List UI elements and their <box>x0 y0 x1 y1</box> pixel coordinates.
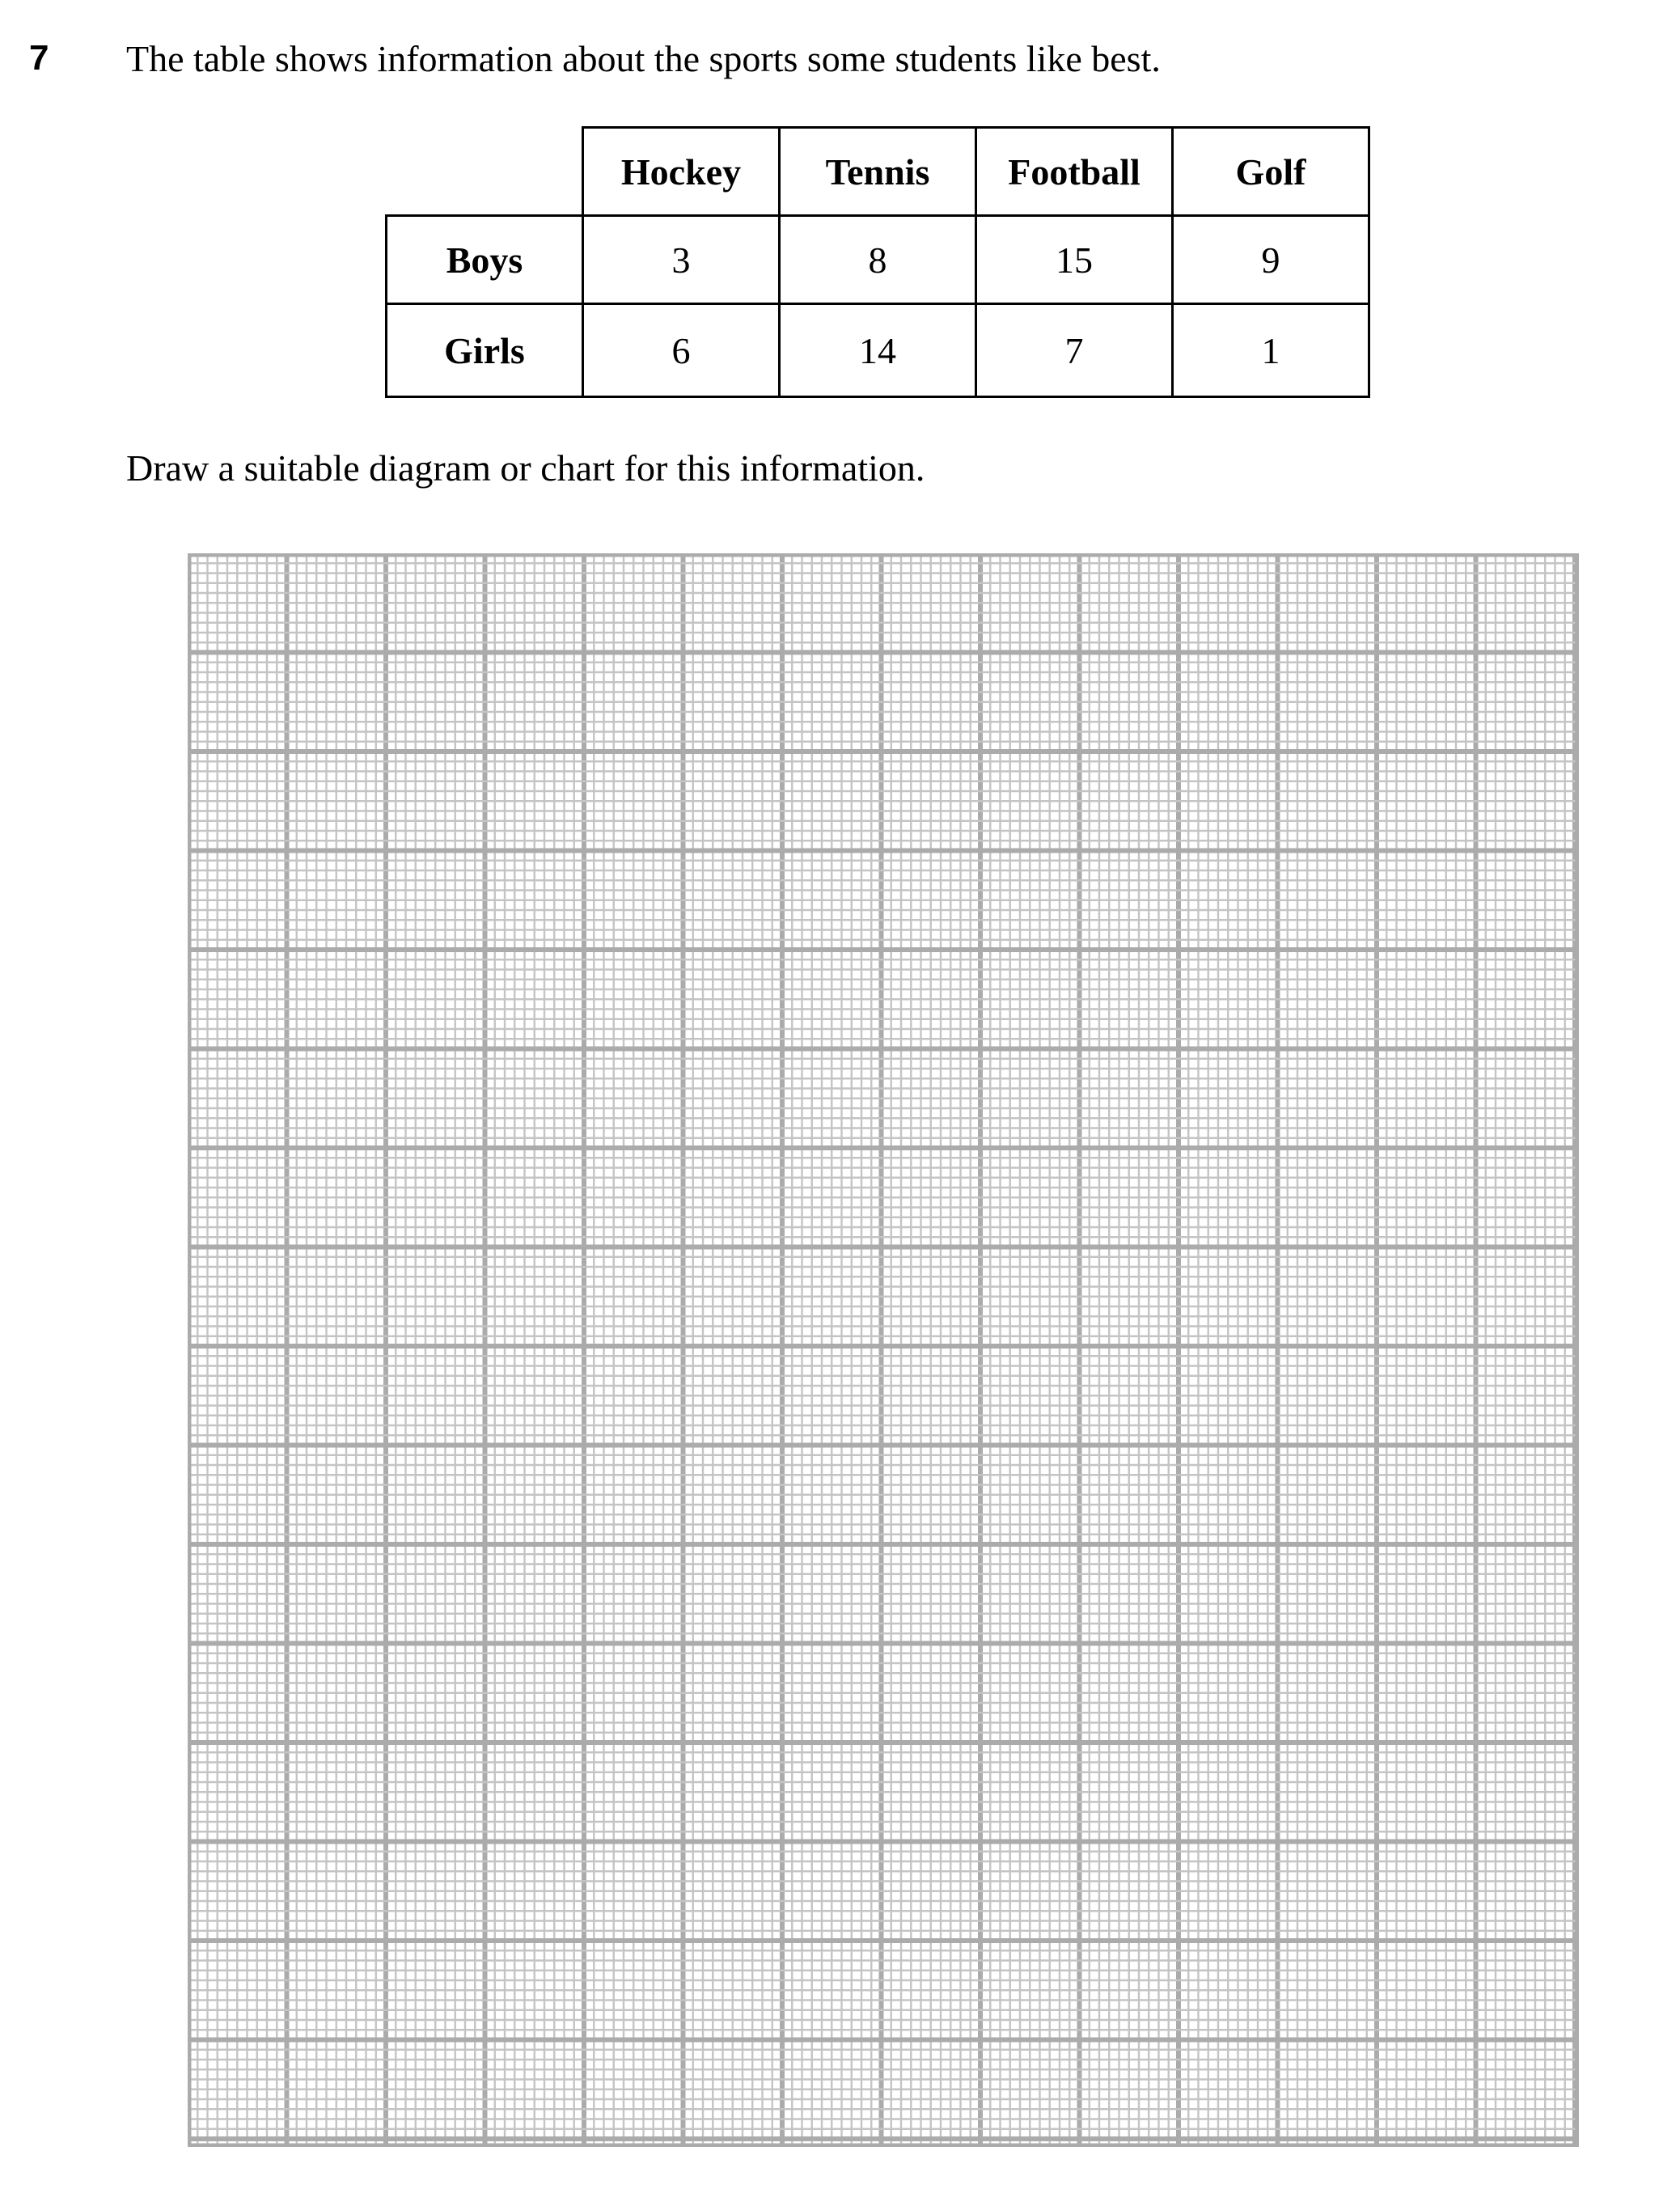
graph-paper-svg[interactable] <box>188 553 1579 2147</box>
column-header-golf: Golf <box>1173 128 1369 216</box>
table-corner <box>387 128 583 216</box>
table-row-girls <box>387 304 1369 397</box>
column-header-football: Football <box>976 128 1173 216</box>
table-row-boys <box>387 216 1369 304</box>
cell-girls-football: 7 <box>976 304 1173 397</box>
cell-boys-football: 15 <box>976 216 1173 304</box>
question-number: 7 <box>29 38 49 78</box>
column-header-hockey: Hockey <box>583 128 780 216</box>
cell-boys-tennis: 8 <box>780 216 976 304</box>
row-header-boys: Boys <box>387 216 583 304</box>
row-header-girls: Girls <box>387 304 583 397</box>
sports-table <box>385 126 1370 398</box>
instruction-text: Draw a suitable diagram or chart for this information. <box>126 447 925 489</box>
cell-girls-hockey: 6 <box>583 304 780 397</box>
column-header-tennis: Tennis <box>780 128 976 216</box>
table-header-row <box>387 128 1369 216</box>
cell-girls-golf: 1 <box>1173 304 1369 397</box>
question-text: The table shows information about the sports some students like best. <box>126 38 1161 79</box>
cell-boys-hockey: 3 <box>583 216 780 304</box>
cell-boys-golf: 9 <box>1173 216 1369 304</box>
cell-girls-tennis: 14 <box>780 304 976 397</box>
graph-paper-grid[interactable] <box>188 553 1579 2147</box>
